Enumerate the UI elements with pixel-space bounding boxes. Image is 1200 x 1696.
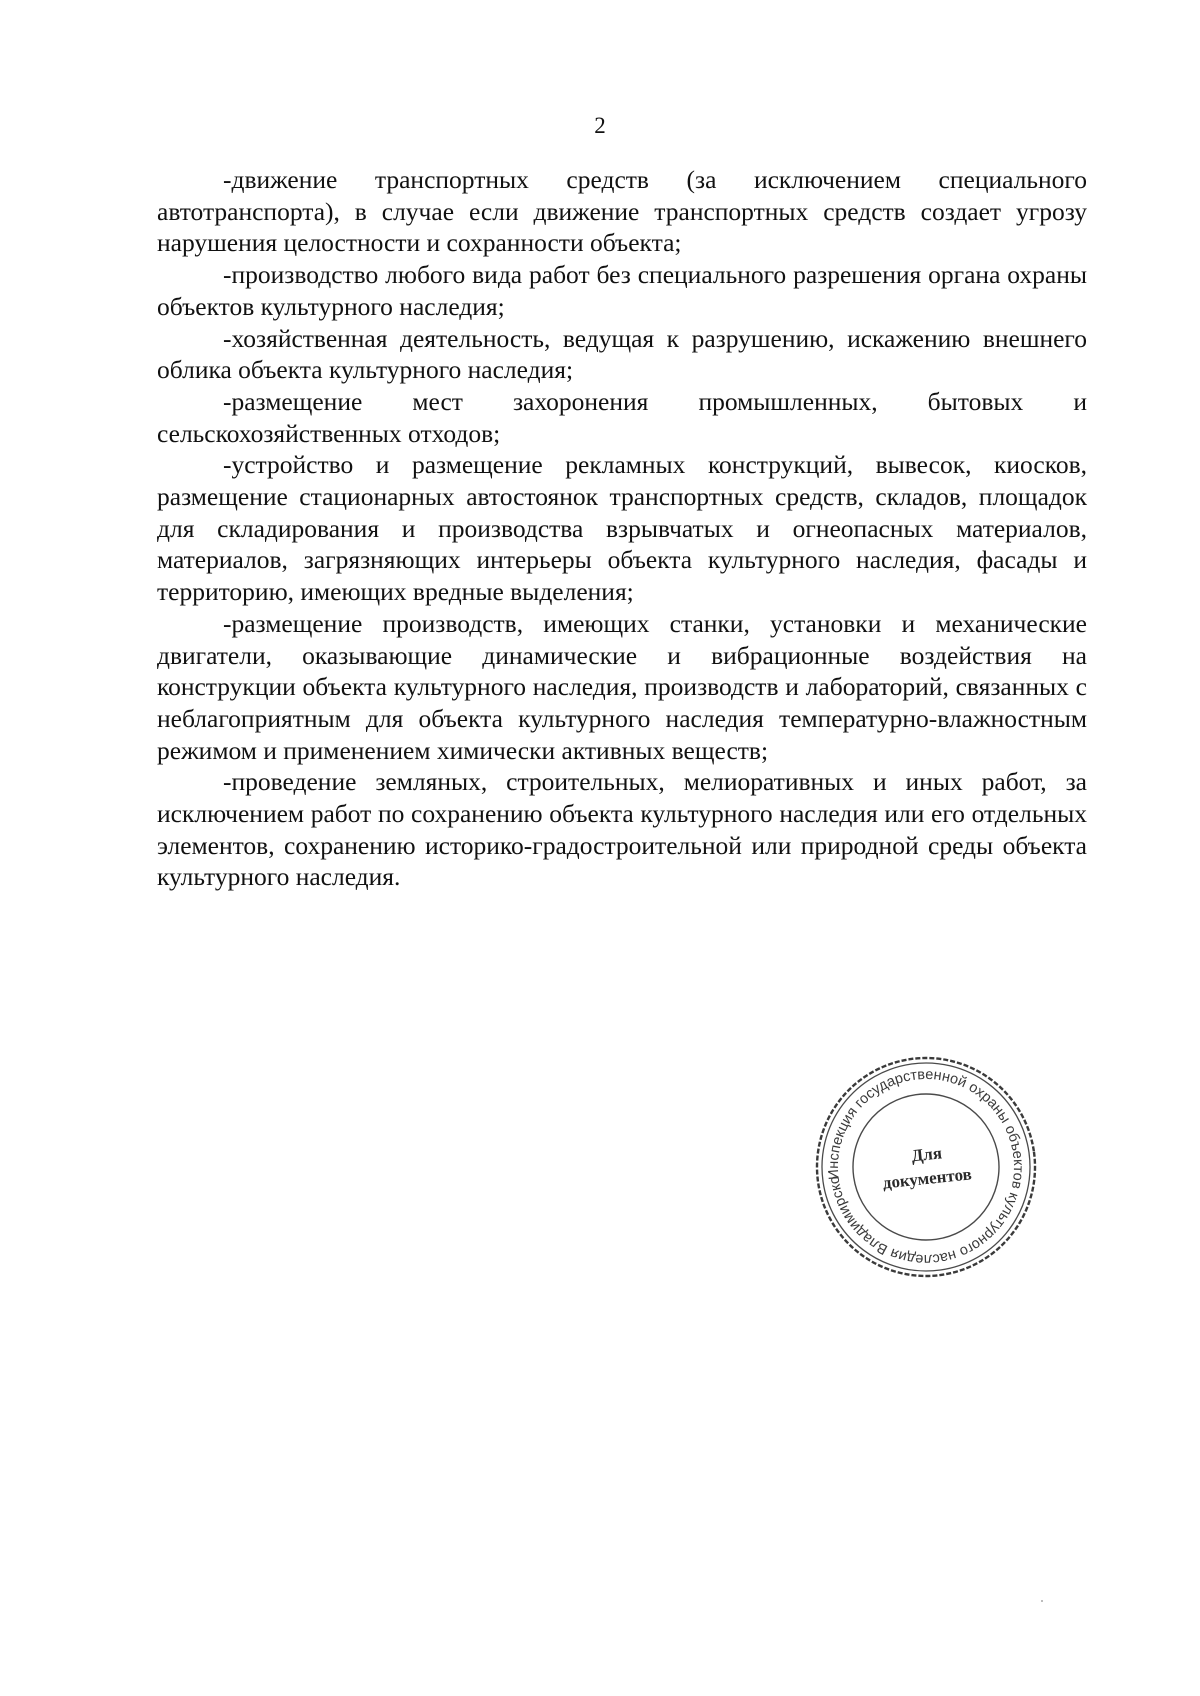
stamp-center-line-1: Для xyxy=(910,1143,943,1166)
paragraph-earthworks: -проведение земляных, строительных, мелиоративных и иных работ, за исключением работ по сохранению объекта культурного наследия или его отдельных элементов, сохранению историко-градостроительной или природной среды объекта культурного наследия. xyxy=(157,767,1087,892)
scan-speck xyxy=(1041,1600,1043,1602)
paragraph-industrial-facilities: -размещение производств, имеющих станки, установки и механические двигатели, оказывающие динамические и вибрационные воздействия на конструкции объекта культурного наследия, производств и лабораторий, связанных с неблагоприятным для объекта культурного наследия температурно-влажностным режимом и применением химически активных веществ; xyxy=(157,608,1087,765)
document-body xyxy=(157,164,1087,893)
stamp-seal-icon xyxy=(813,1054,1039,1280)
paragraph-waste-disposal: -размещение мест захоронения промышленных, бытовых и сельскохозяйственных отходов; xyxy=(157,386,1087,448)
stamp-center-line-2: документов xyxy=(881,1164,973,1193)
page-number: 2 xyxy=(594,113,606,138)
paragraph-vehicle-traffic: -движение транспортных средств (за исключением специального автотранспорта), в случае если движение транспортных средств создает угрозу нарушения целостности и сохранности объекта; xyxy=(157,165,1087,258)
paragraph-advertising-structures: -устройство и размещение рекламных конструкций, вывесок, киосков, размещение стационарных автостоянок транспортных средств, складов, площадок для складирования и производства взрывчатых и огнеопасных материалов, материалов, загрязняющих интерьеры объекта культурного наследия, фасады и территорию, имеющих вредные выделения; xyxy=(157,450,1087,607)
paragraph-works-without-permit: -производство любого вида работ без специального разрешения органа охраны объектов культурного наследия; xyxy=(157,260,1087,321)
official-round-stamp xyxy=(813,1054,1039,1280)
paragraph-economic-activity: -хозяйственная деятельность, ведущая к разрушению, искажению внешнего облика объекта культурного наследия; xyxy=(157,323,1087,385)
stamp-ring-text: Инспекция государственной охраны объектов культурного наследия Владимирской xyxy=(825,1066,1027,1268)
